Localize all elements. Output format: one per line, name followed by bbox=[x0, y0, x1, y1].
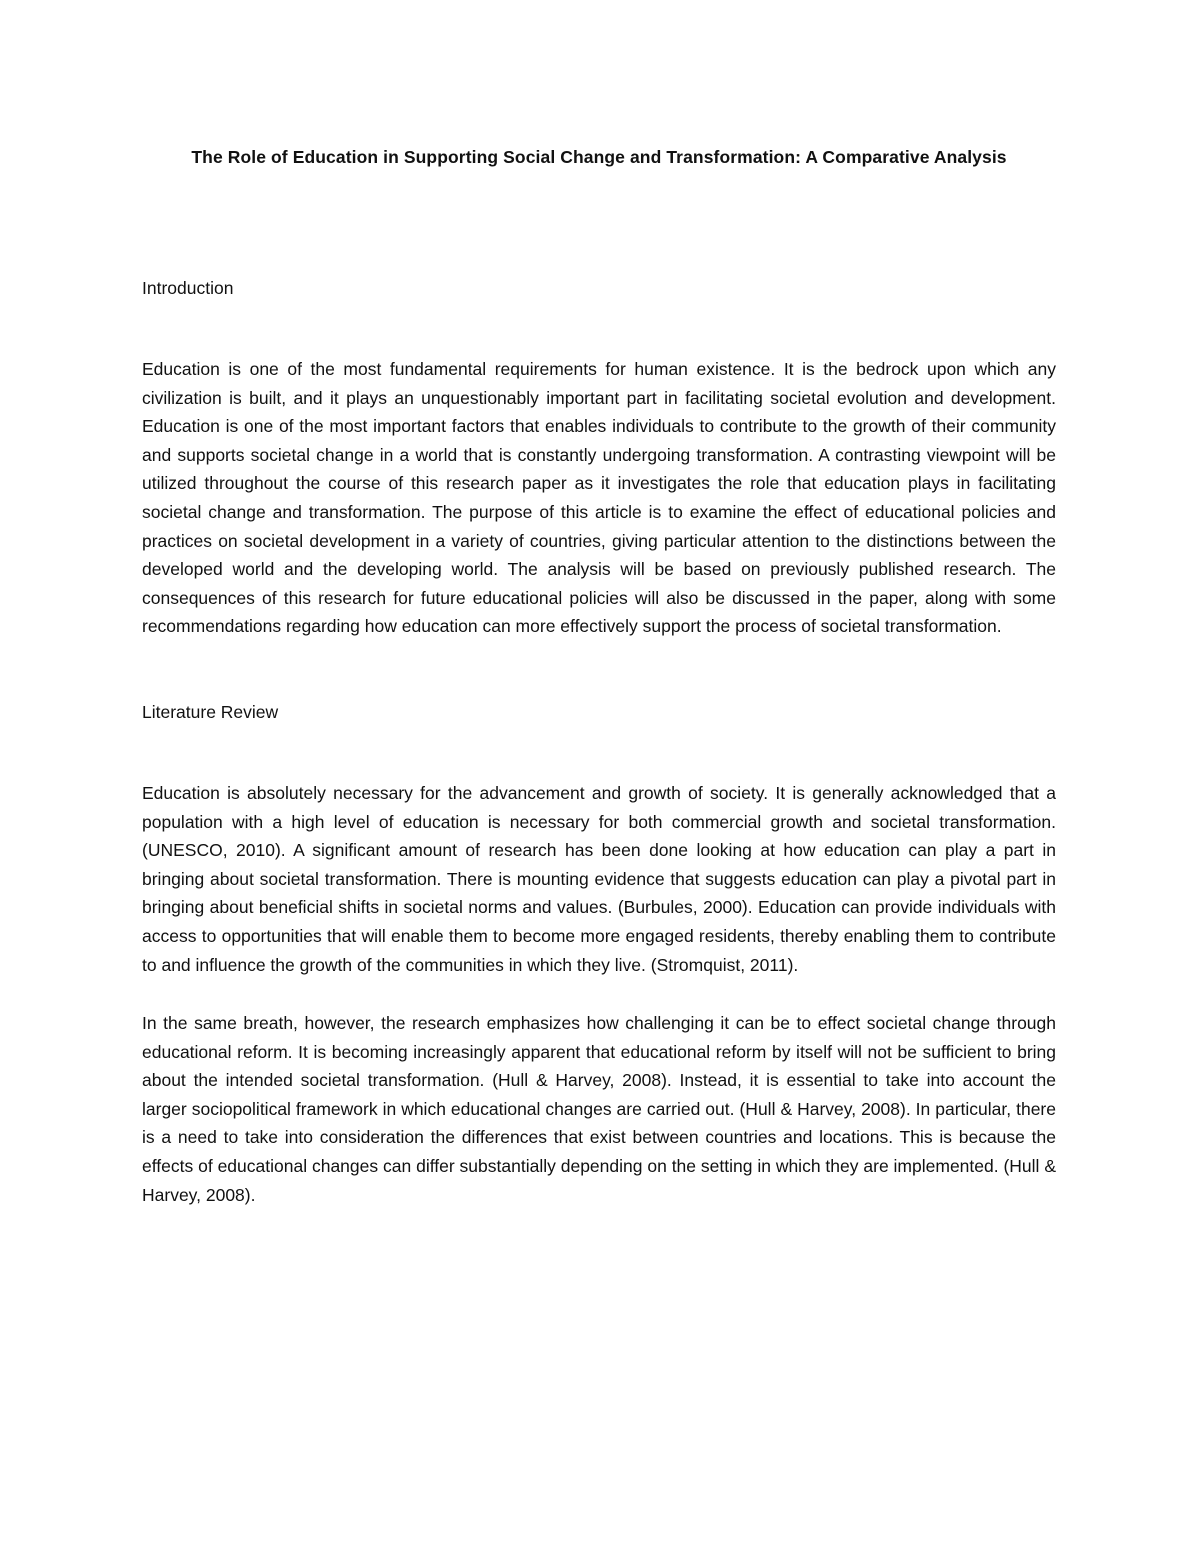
literature-review-paragraph-1: Education is absolutely necessary for the advancement and growth of society. It is generally acknowledged that a population with a high level of education is necessary for both commercial growth and societal transformation. (UNESCO, 2010). A significant amount of research has been done looking at how education can play a part in bringing about societal transformation. There is mounting evidence that suggests education can play a pivotal part in bringing about beneficial shifts in societal norms and values. (Burbules, 2000). Education can provide individuals with access to opportunities that will enable them to become more engaged residents, thereby enabling them to contribute to and influence the growth of the communities in which they live. (Stromquist, 2011). bbox=[142, 782, 1056, 975]
document-title: The Role of Education in Supporting Social Change and Transformation: A Comparative Analysis bbox=[191, 147, 1007, 167]
section-heading-literature-review: Literature Review bbox=[142, 701, 279, 722]
section-heading-introduction: Introduction bbox=[142, 278, 234, 298]
introduction-paragraph: Education is one of the most fundamental requirements for human existence. It is the bedrock upon which any civilization is built, and it plays an unquestionably important part in facilitating societal evolution and development. Education is one of the most important factors that enables individuals to contribute to the growth of their community and supports societal change in a world that is constantly undergoing transformation. A contrasting viewpoint will be utilized throughout the course of this research paper as it investigates the role that education plays in facilitating societal change and transformation. The purpose of this article is to examine the effect of educational policies and practices on societal development in a variety of countries, giving particular attention to the distinctions between the developed world and the developing world. The analysis will be based on previously published research. The consequences of this research for future educational policies will also be discussed in the paper, along with some recommendations regarding how education can more effectively support the process of societal transformation. bbox=[142, 359, 1056, 637]
literature-review-paragraph-2: In the same breath, however, the research emphasizes how challenging it can be to effect societal change through educational reform. It is becoming increasingly apparent that educational reform by itself will not be sufficient to bring about the intended societal transformation. (Hull & Harvey, 2008). Instead, it is essential to take into account the larger sociopolitical framework in which educational changes are carried out. (Hull & Harvey, 2008). In particular, there is a need to take into consideration the differences that exist between countries and locations. This is because the effects of educational changes can differ substantially depending on the setting in which they are implemented. (Hull & Harvey, 2008). bbox=[142, 1013, 1056, 1205]
